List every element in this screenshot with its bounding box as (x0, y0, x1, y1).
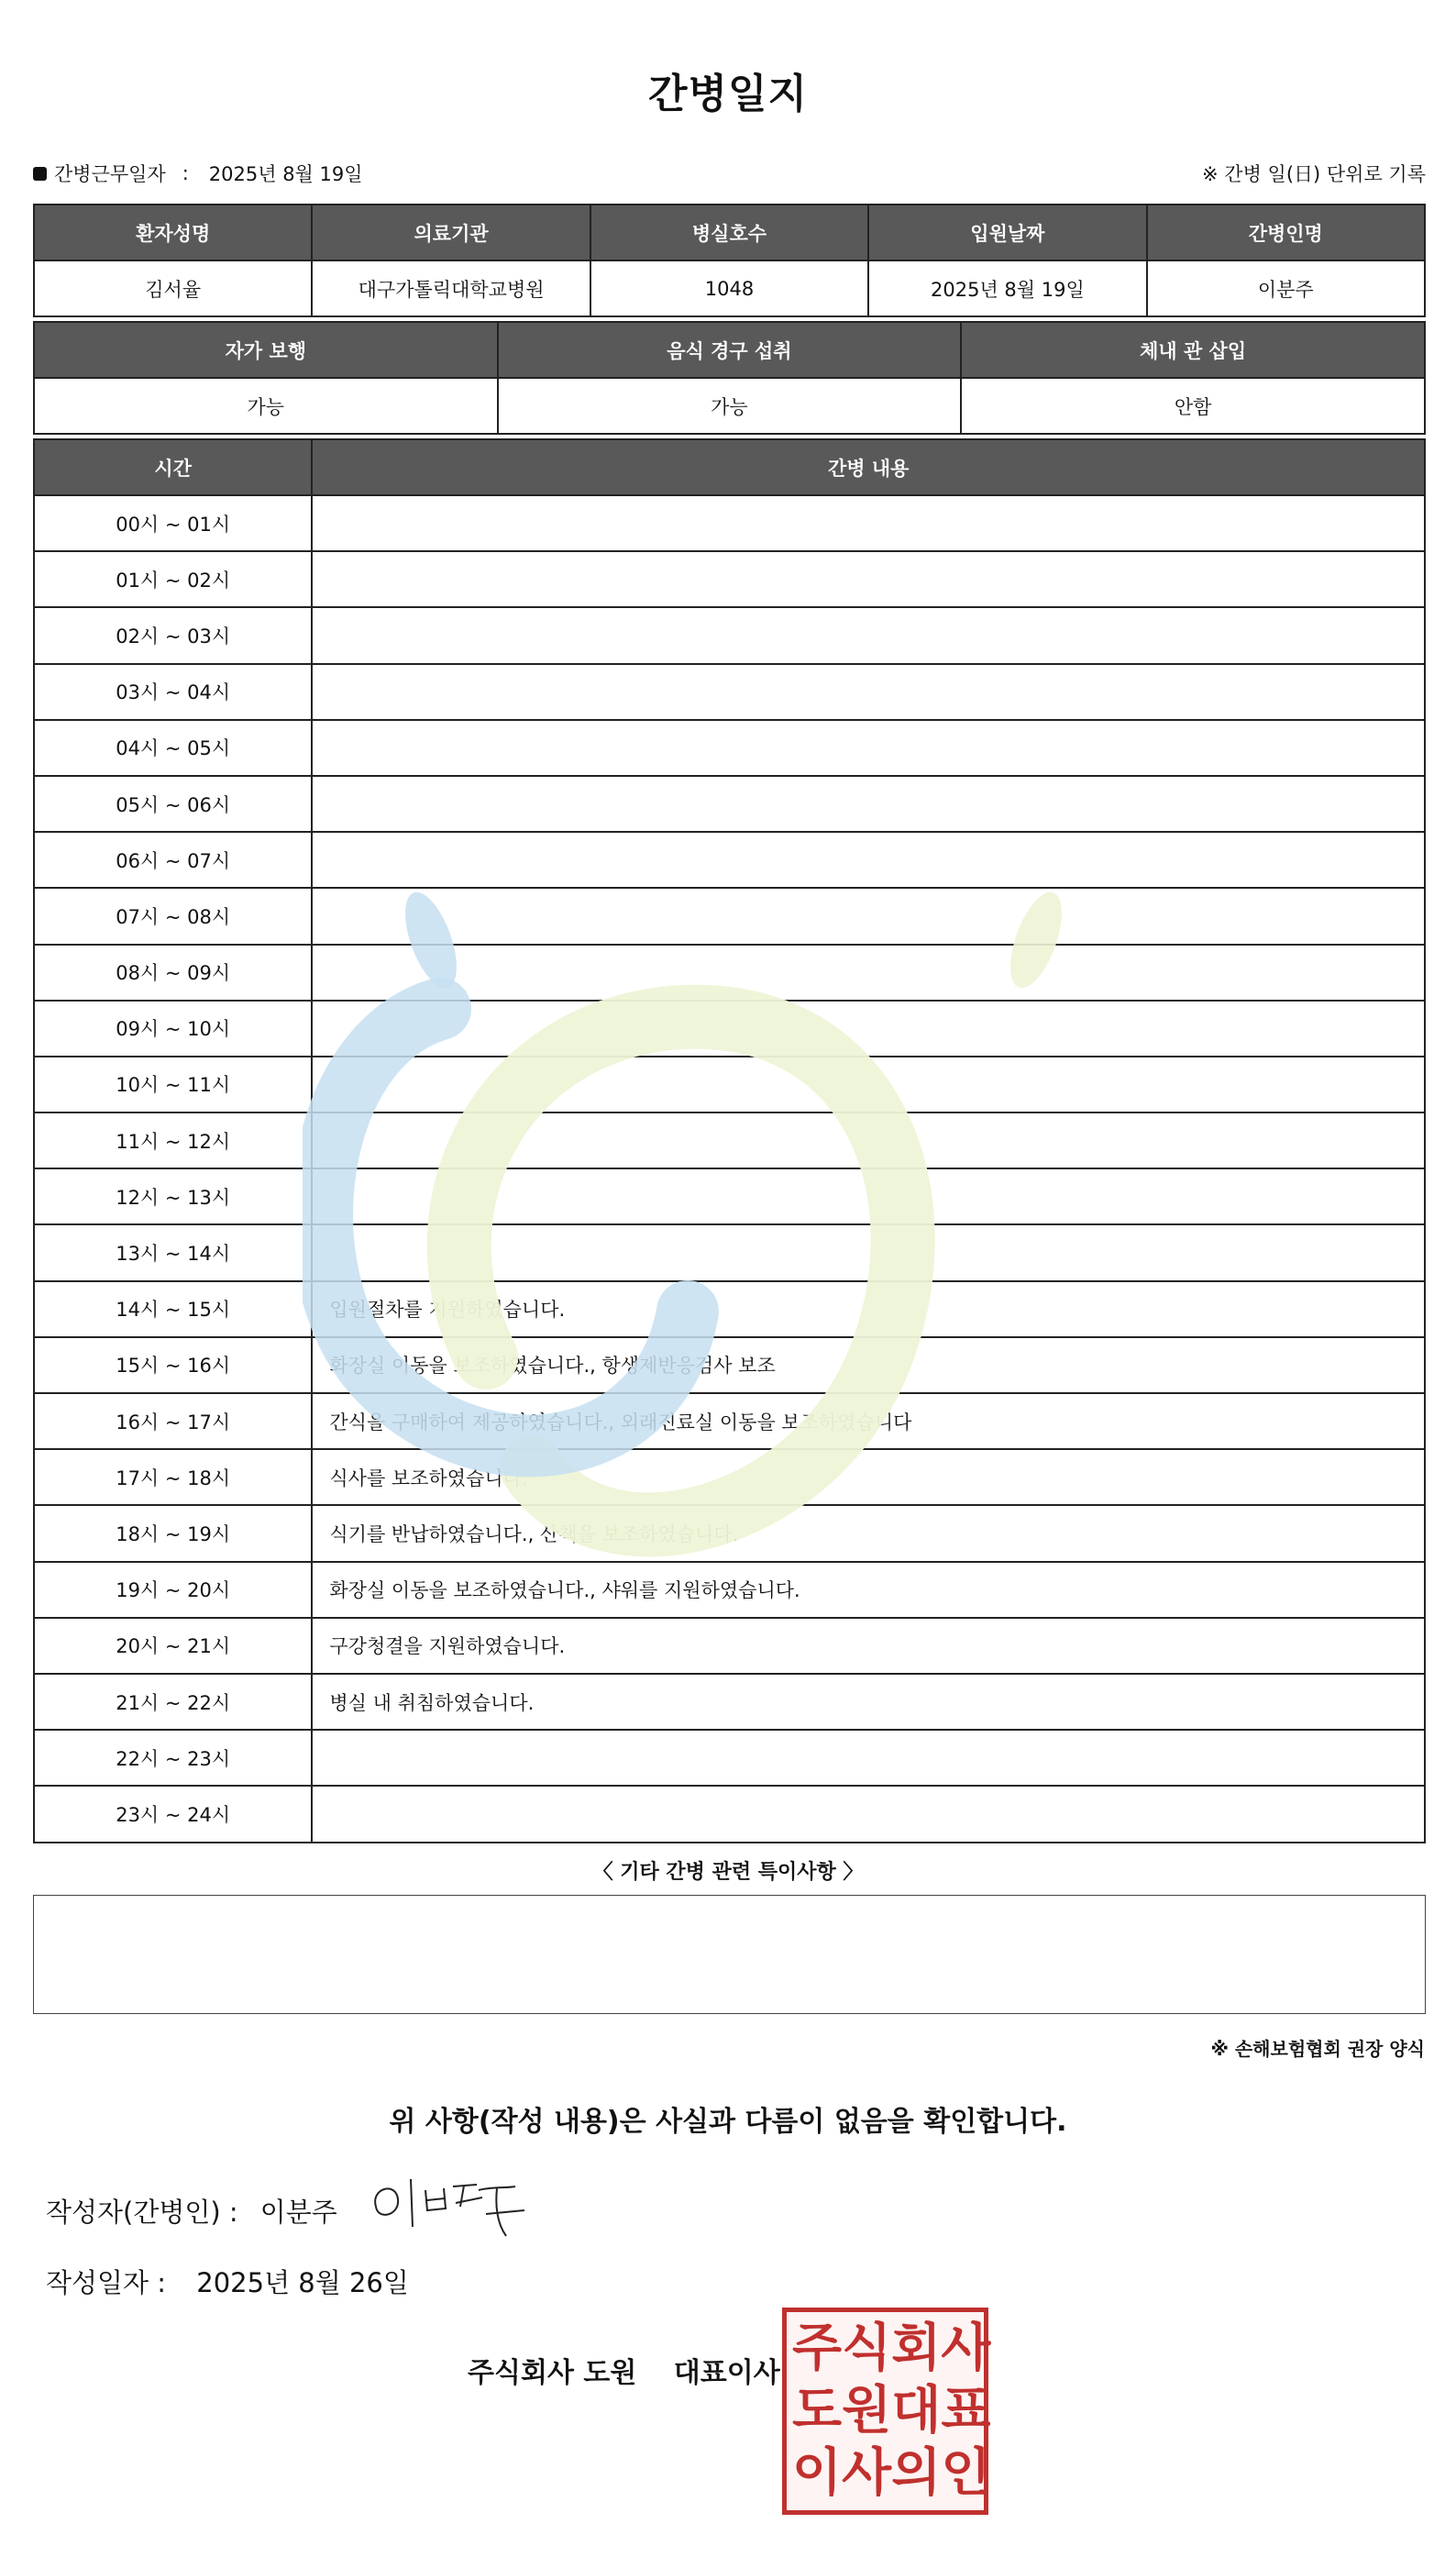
header-time: 시간 (34, 439, 312, 495)
log-time: 14시 ~ 15시 (34, 1281, 312, 1337)
log-content (312, 832, 1425, 888)
log-time: 21시 ~ 22시 (34, 1674, 312, 1730)
log-content: 입원절차를 지원하였습니다. (312, 1281, 1425, 1337)
patient-header-row (34, 205, 1425, 260)
log-row (34, 1449, 1425, 1505)
seal-character: 식 (842, 2319, 892, 2378)
log-content: 식사를 보조하였습니다. (312, 1449, 1425, 1505)
header-hospital: 의료기관 (312, 205, 590, 260)
log-content: 병실 내 취침하였습니다. (312, 1674, 1425, 1730)
patient-status-table (33, 321, 1426, 435)
log-row (34, 1562, 1425, 1618)
log-content (312, 1001, 1425, 1057)
log-time: 15시 ~ 16시 (34, 1337, 312, 1393)
company-name: 주식회사 도원 (468, 2357, 637, 2389)
log-time: 02시 ~ 03시 (34, 607, 312, 663)
log-time: 17시 ~ 18시 (34, 1449, 312, 1505)
log-time: 12시 ~ 13시 (34, 1168, 312, 1224)
log-content (312, 495, 1425, 551)
header-patient-name: 환자성명 (34, 205, 312, 260)
care-log-table (33, 438, 1426, 1843)
form-note: ※ 손해보험협회 권장 양식 (1210, 2038, 1425, 2060)
header-room: 병실호수 (590, 205, 868, 260)
log-row (34, 720, 1425, 776)
unit-note: ※ 간병 일(日) 단위로 기록 (1202, 163, 1426, 185)
writer-label: 작성자(간병인) : (46, 2197, 238, 2228)
tube-insertion-value: 안함 (961, 378, 1425, 434)
seal-character: 표 (941, 2381, 991, 2441)
self-walking-value: 가능 (34, 378, 498, 434)
seal-character: 주 (792, 2319, 843, 2378)
log-row (34, 776, 1425, 832)
log-time: 22시 ~ 23시 (34, 1730, 312, 1786)
seal-character: 이 (792, 2443, 843, 2503)
log-content (312, 1730, 1425, 1786)
log-time: 01시 ~ 02시 (34, 551, 312, 607)
room-number: 1048 (590, 260, 868, 316)
seal-character: 인 (941, 2443, 991, 2503)
confirmation-statement: 위 사항(작성 내용)은 사실과 다름이 없음을 확인합니다. (389, 2106, 1067, 2138)
company-line (468, 2350, 780, 2390)
log-row (34, 1786, 1425, 1842)
log-content (312, 1057, 1425, 1112)
log-header-row (34, 439, 1425, 495)
log-time: 20시 ~ 21시 (34, 1618, 312, 1674)
log-time: 04시 ~ 05시 (34, 720, 312, 776)
work-date-value: 2025년 8월 19일 (208, 163, 363, 185)
log-content (312, 1224, 1425, 1280)
written-date-line (46, 2263, 409, 2300)
handwritten-signature-icon (369, 2170, 534, 2243)
log-time: 06시 ~ 07시 (34, 832, 312, 888)
seal-character: 사 (842, 2443, 892, 2503)
log-row (34, 495, 1425, 551)
log-time: 00시 ~ 01시 (34, 495, 312, 551)
log-time: 08시 ~ 09시 (34, 945, 312, 1001)
log-row (34, 551, 1425, 607)
log-row (34, 1730, 1425, 1786)
log-row (34, 1224, 1425, 1280)
patient-value-row (34, 260, 1425, 316)
log-row (34, 1393, 1425, 1449)
log-time: 03시 ~ 04시 (34, 664, 312, 720)
log-content (312, 1112, 1425, 1168)
log-time: 05시 ~ 06시 (34, 776, 312, 832)
document-title: 간병일지 (647, 71, 808, 117)
log-row (34, 1168, 1425, 1224)
log-content (312, 1168, 1425, 1224)
header-self-walking: 자가 보행 (34, 322, 498, 378)
log-content (312, 720, 1425, 776)
writer-line (46, 2192, 337, 2230)
log-time: 19시 ~ 20시 (34, 1562, 312, 1618)
log-time: 10시 ~ 11시 (34, 1057, 312, 1112)
log-time: 07시 ~ 08시 (34, 888, 312, 944)
log-content (312, 776, 1425, 832)
seal-character: 의 (891, 2443, 942, 2503)
company-seal-stamp (782, 2308, 991, 2515)
log-content (312, 607, 1425, 663)
header-caregiver: 간병인명 (1147, 205, 1425, 260)
log-time: 09시 ~ 10시 (34, 1001, 312, 1057)
patient-info-table (33, 204, 1426, 317)
log-content: 구강청결을 지원하였습니다. (312, 1618, 1425, 1674)
log-body (34, 495, 1425, 1843)
patient-name: 김서율 (34, 260, 312, 316)
log-row (34, 1281, 1425, 1337)
log-row (34, 888, 1425, 944)
oral-intake-value: 가능 (498, 378, 962, 434)
log-content (312, 664, 1425, 720)
log-row (34, 1505, 1425, 1561)
log-content (312, 945, 1425, 1001)
log-row (34, 1112, 1425, 1168)
log-row (34, 945, 1425, 1001)
seal-character: 사 (941, 2319, 991, 2378)
log-row (34, 1001, 1425, 1057)
written-date-label: 작성일자 : (46, 2267, 167, 2298)
seal-character: 회 (891, 2319, 942, 2378)
log-time: 11시 ~ 12시 (34, 1112, 312, 1168)
status-value-row (34, 378, 1425, 434)
log-row (34, 664, 1425, 720)
log-row (34, 1337, 1425, 1393)
work-date (33, 160, 363, 187)
log-row (34, 1618, 1425, 1674)
header-tube-insertion: 체내 관 삽입 (961, 322, 1425, 378)
log-content: 화장실 이동을 보조하였습니다., 항생제반응검사 보조 (312, 1337, 1425, 1393)
log-content: 간식을 구매하여 제공하였습니다., 외래진료실 이동을 보조하였습니다 (312, 1393, 1425, 1449)
seal-character: 원 (842, 2381, 892, 2441)
log-row (34, 1057, 1425, 1112)
notes-title: 〈 기타 간병 관련 특이사항 〉 (592, 1861, 864, 1884)
log-content: 화장실 이동을 보조하였습니다., 샤워를 지원하였습니다. (312, 1562, 1425, 1618)
hospital-name: 대구가톨릭대학교병원 (312, 260, 590, 316)
status-header-row (34, 322, 1425, 378)
log-time: 16시 ~ 17시 (34, 1393, 312, 1449)
log-row (34, 832, 1425, 888)
bullet-square-icon (33, 167, 47, 181)
written-date-value: 2025년 8월 26일 (196, 2267, 409, 2298)
admission-date: 2025년 8월 19일 (868, 260, 1146, 316)
log-time: 23시 ~ 24시 (34, 1786, 312, 1842)
log-content (312, 888, 1425, 944)
work-date-colon: : (182, 162, 189, 184)
header-oral-intake: 음식 경구 섭취 (498, 322, 962, 378)
caregiver-name: 이분주 (1147, 260, 1425, 316)
seal-character: 대 (891, 2381, 942, 2441)
log-time: 18시 ~ 19시 (34, 1505, 312, 1561)
log-row (34, 1674, 1425, 1730)
meta-row (33, 160, 1426, 187)
work-date-label: 간병근무일자 (54, 163, 166, 185)
log-row (34, 607, 1425, 663)
log-content: 식기를 반납하였습니다., 산책을 보조하였습니다. (312, 1505, 1425, 1561)
writer-name: 이분주 (259, 2197, 337, 2228)
log-time: 13시 ~ 14시 (34, 1224, 312, 1280)
header-admission-date: 입원날짜 (868, 205, 1146, 260)
log-content (312, 1786, 1425, 1842)
notes-box (33, 1895, 1426, 2014)
company-title: 대표이사 (673, 2357, 780, 2389)
seal-character: 도 (792, 2381, 843, 2441)
log-content (312, 551, 1425, 607)
header-care-content: 간병 내용 (312, 439, 1425, 495)
